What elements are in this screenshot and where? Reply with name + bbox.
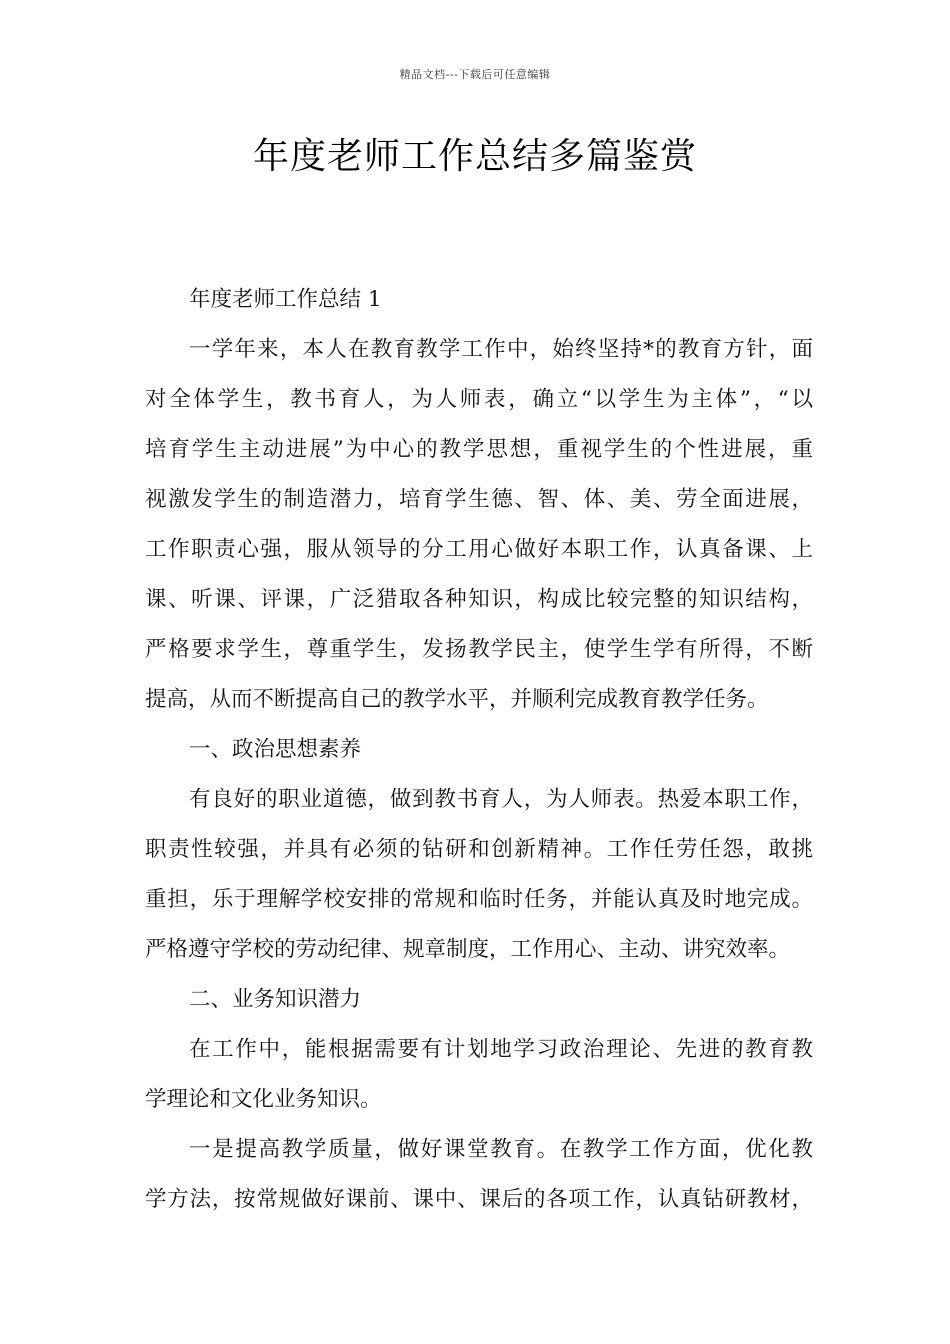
text-line: 视激发学生的制造潜力，培育学生德、智、体、美、劳全面进展， (145, 487, 813, 512)
text-line: 职责性较强，并具有必须的钻研和创新精神。工作任劳任怨，敢挑 (145, 837, 813, 862)
text-line: 学理论和文化业务知识。 (145, 1087, 382, 1112)
text-line: 重担，乐于理解学校安排的常规和临时任务，并能认真及时地完成。 (145, 887, 813, 912)
text-line: 严格遵守学校的劳动纪律、规章制度，工作用心、主动、讲究效率。 (145, 937, 791, 962)
text-line: 工作职责心强，服从领导的分工用心做好本职工作，认真备课、上 (145, 537, 813, 562)
text-line: 一学年来，本人在教育教学工作中，始终坚持*的教育方针，面 (189, 337, 813, 362)
text-line: 学方法，按常规做好课前、课中、课后的各项工作，认真钻研教材， (145, 1187, 813, 1212)
text-line: 培育学生主动进展”为中心的教学思想，重视学生的个性进展，重 (145, 437, 813, 462)
text-line: 一、政治思想素养 (189, 737, 362, 762)
text-line: 对全体学生，教书育人，为人师表，确立“以学生为主体”，“以 (145, 387, 813, 412)
text-line: 课、听课、评课，广泛猎取各种知识，构成比较完整的知识结构， (145, 587, 813, 612)
text-line: 一是提高教学质量，做好课堂教育。在教学工作方面，优化教 (189, 1137, 813, 1162)
header-note: 精品文档---下载后可任意编辑 (399, 68, 551, 81)
text-line: 有良好的职业道德，做到教书育人，为人师表。热爱本职工作， (189, 787, 813, 812)
text-line: 年度老师工作总结 1 (189, 287, 382, 312)
document-body (145, 282, 813, 1232)
text-line: 提高，从而不断提高自己的教学水平，并顺利完成教育教学任务。 (145, 687, 769, 712)
text-line: 二、业务知识潜力 (189, 987, 362, 1012)
document-title: 年度老师工作总结多篇鉴赏 (252, 136, 697, 177)
text-line: 在工作中，能根据需要有计划地学习政治理论、先进的教育教 (189, 1037, 813, 1062)
text-line: 严格要求学生，尊重学生，发扬教学民主，使学生学有所得，不断 (145, 637, 813, 662)
